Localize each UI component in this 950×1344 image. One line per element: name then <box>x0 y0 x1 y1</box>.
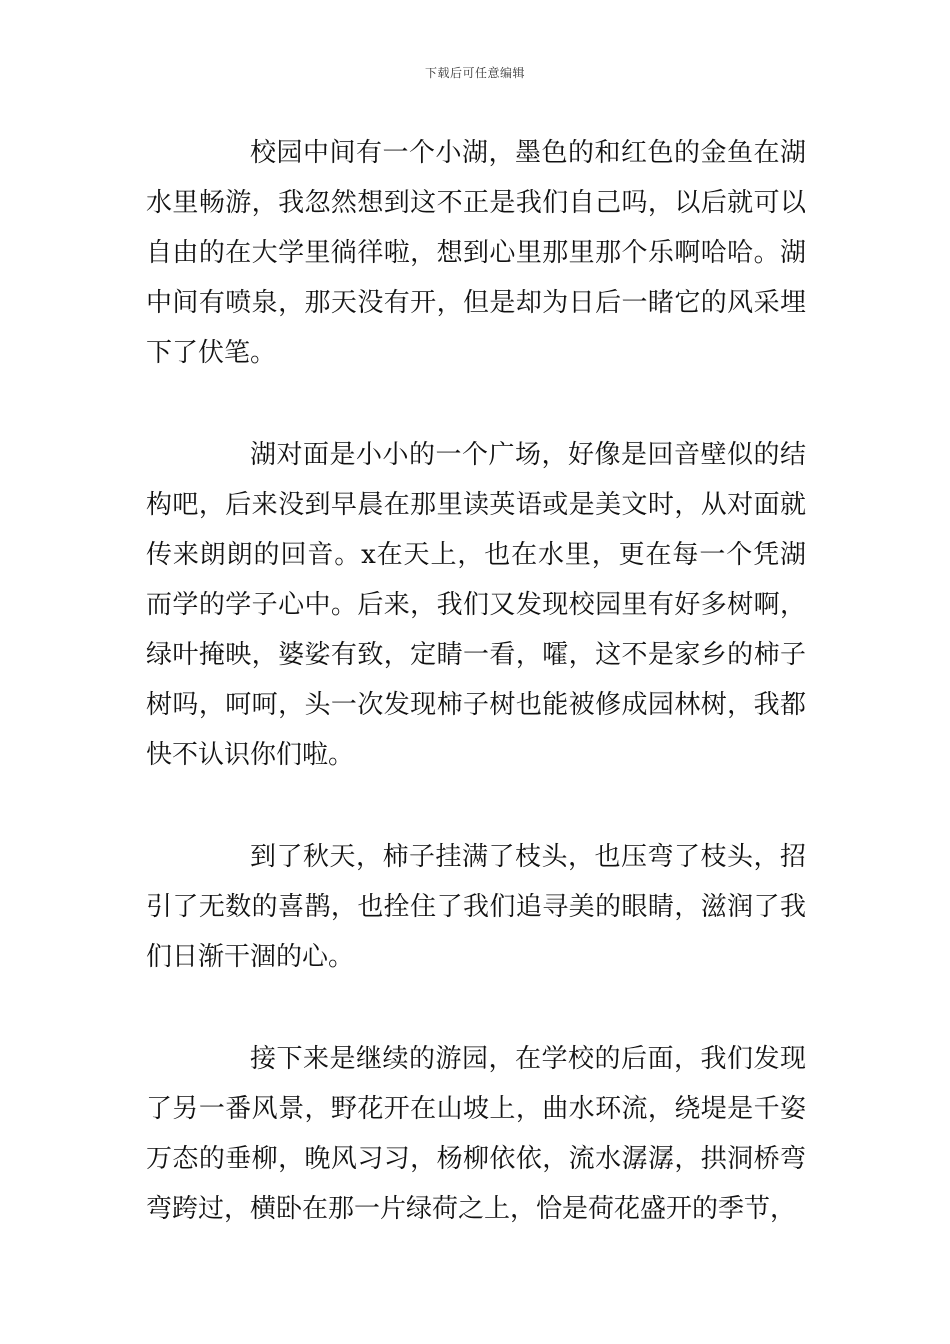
page-header: 下载后可任意编辑 <box>424 66 525 80</box>
document-body <box>146 128 806 1234</box>
paragraph-4: 接下来是继续的游园，在学校的后面，我们发现了另一番风景，野花开在山坡上，曲水环流，绕堤是千姿万态的垂柳，晚风习习，杨柳依依，流水潺潺，拱洞桥弯弯跨过，横卧在那一片绿荷之上，恰是荷花盛开的季节， <box>146 1044 806 1224</box>
paragraph-1: 校园中间有一个小湖，墨色的和红色的金鱼在湖水里畅游，我忽然想到这不正是我们自己吗，以后就可以自由的在大学里徜徉啦，想到心里那里那个乐啊哈哈。湖中间有喷泉，那天没有开，但是却为日后一睹它的风采埋下了伏笔。 <box>146 138 806 368</box>
paragraph-3: 到了秋天，柿子挂满了枝头，也压弯了枝头，招引了无数的喜鹊，也拴住了我们追寻美的眼睛，滋润了我们日渐干涸的心。 <box>146 842 806 972</box>
paragraph-2: 湖对面是小小的一个广场，好像是回音壁似的结构吧，后来没到早晨在那里读英语或是美文时，从对面就传来朗朗的回音。x在天上，也在水里，更在每一个凭湖而学的学子心中。后来，我们又发现校园里有好多树啊，绿叶掩映，婆娑有致，定睛一看，嚯，这不是家乡的柿子树吗，呵呵，头一次发现柿子树也能被修成园林树，我都快不认识你们啦。 <box>146 440 806 770</box>
